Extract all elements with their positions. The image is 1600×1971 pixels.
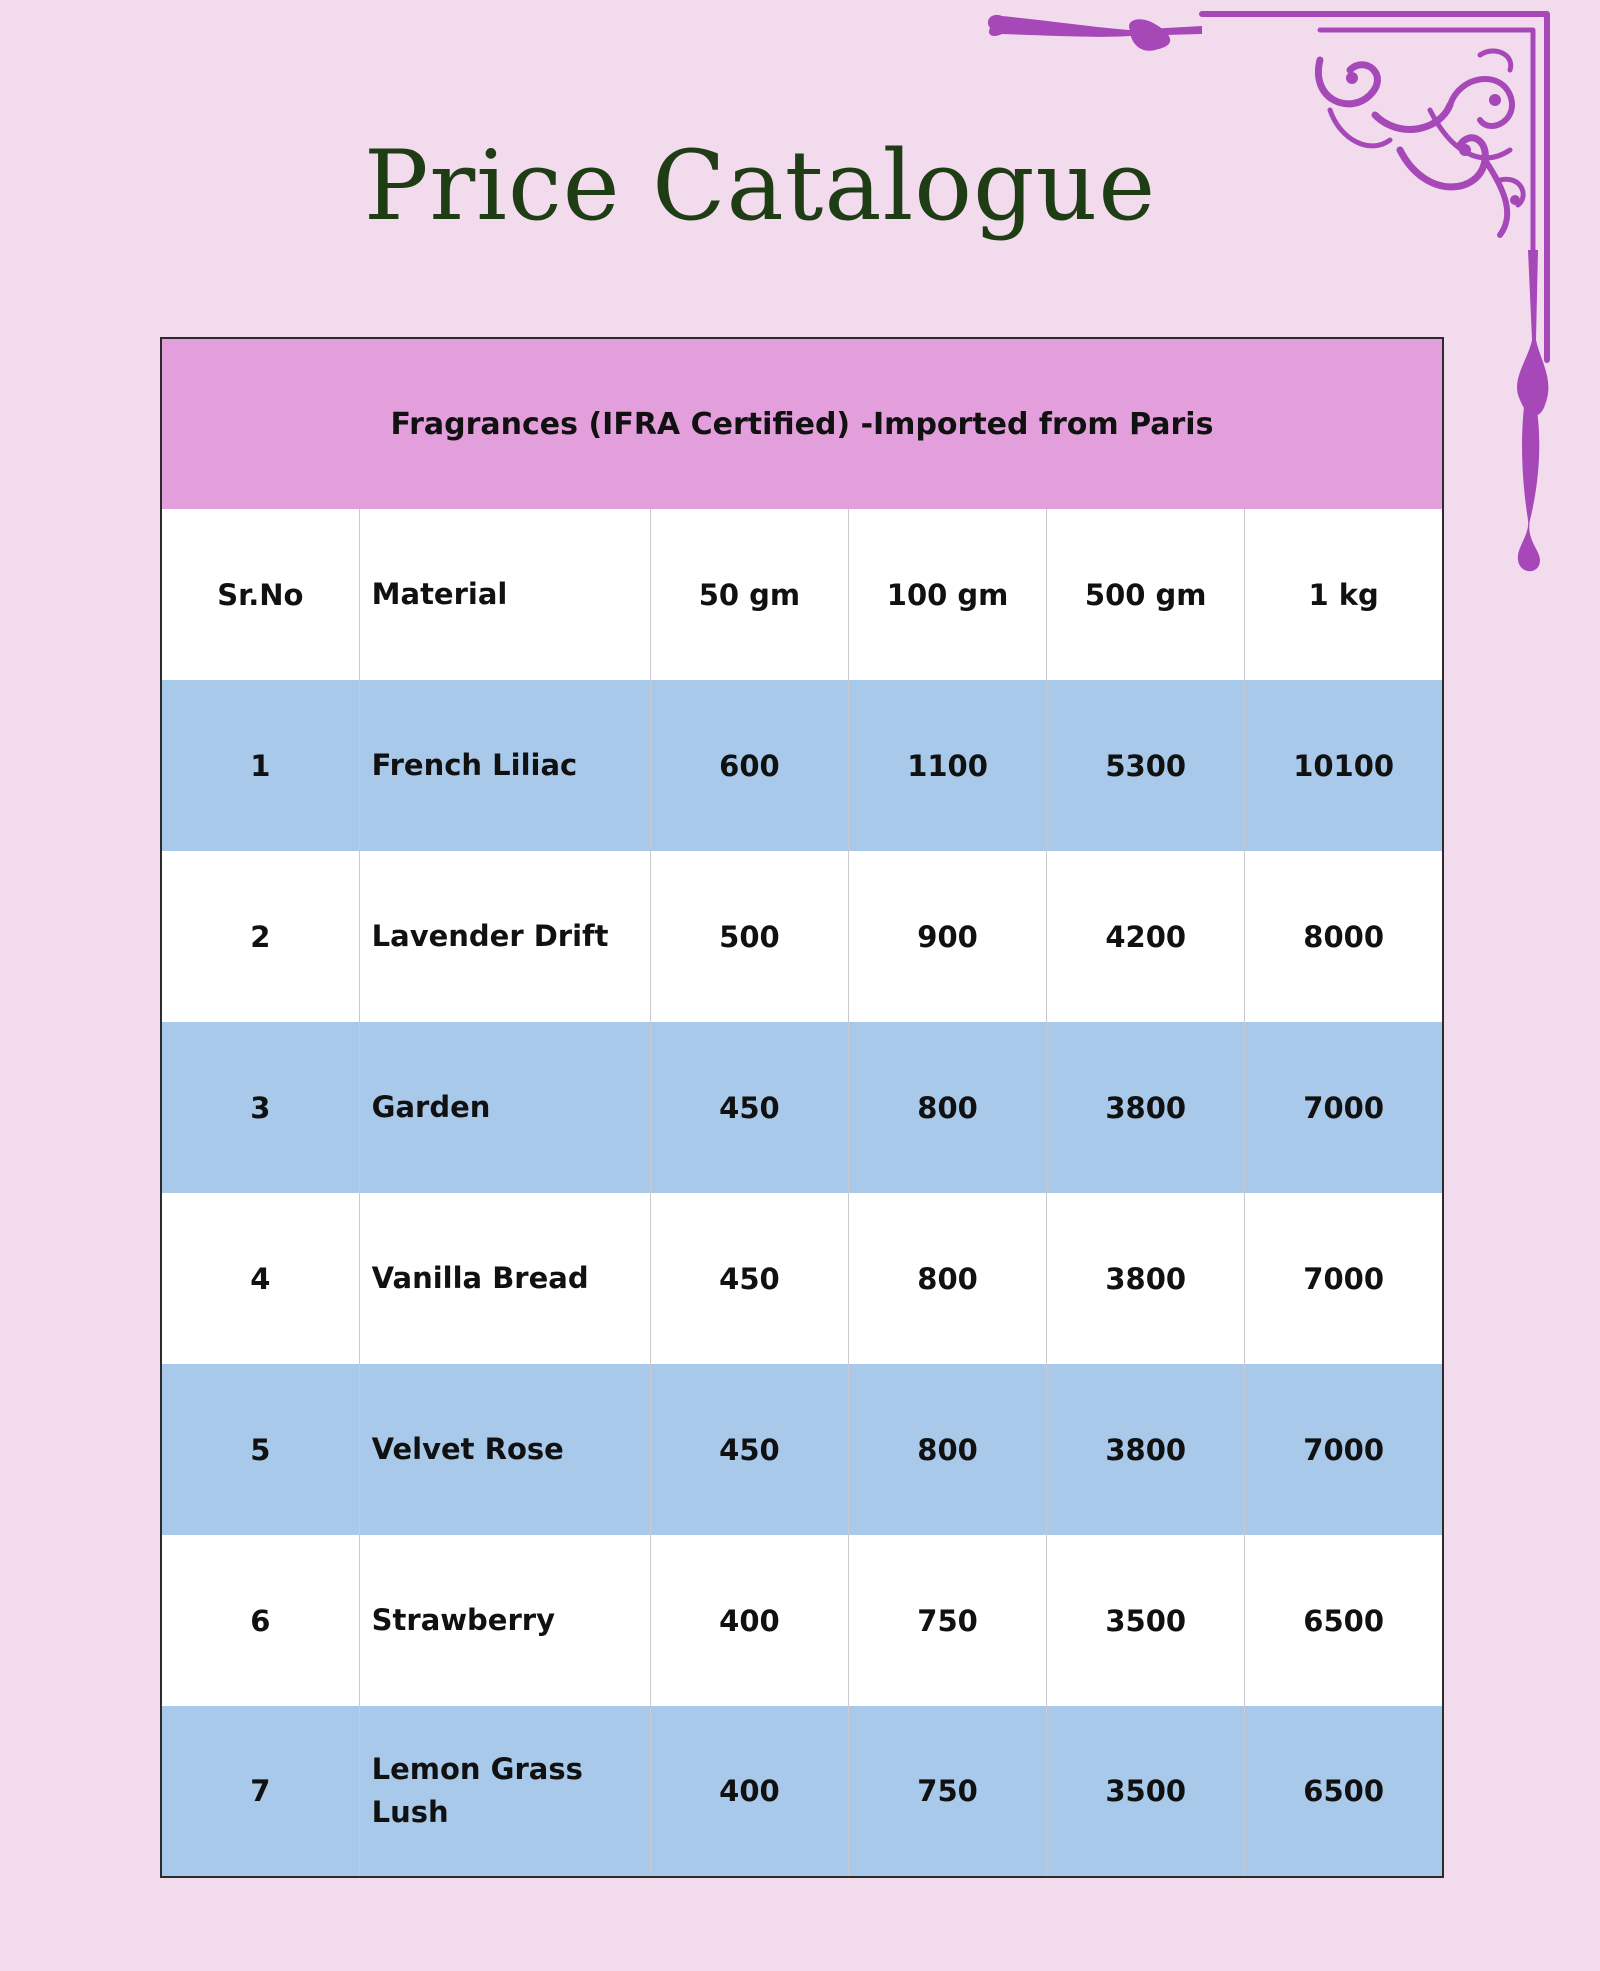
column-header-material: Material bbox=[359, 509, 650, 680]
page-title: Price Catalogue bbox=[363, 130, 1157, 242]
cell-price-1kg: 6500 bbox=[1245, 1535, 1443, 1706]
table-row bbox=[161, 1535, 1443, 1706]
table-row bbox=[161, 1022, 1443, 1193]
cell-material: Lavender Drift bbox=[359, 851, 650, 1022]
cell-price-50gm: 400 bbox=[650, 1535, 848, 1706]
cell-price-100gm: 750 bbox=[849, 1535, 1047, 1706]
cell-price-100gm: 750 bbox=[849, 1706, 1047, 1877]
cell-price-500gm: 3800 bbox=[1047, 1022, 1245, 1193]
cell-sr-no: 5 bbox=[161, 1364, 359, 1535]
table-row bbox=[161, 851, 1443, 1022]
cell-sr-no: 3 bbox=[161, 1022, 359, 1193]
cell-material: Vanilla Bread bbox=[359, 1193, 650, 1364]
cell-material: French Liliac bbox=[359, 680, 650, 851]
cell-price-1kg: 6500 bbox=[1245, 1706, 1443, 1877]
column-header-100gm: 100 gm bbox=[849, 509, 1047, 680]
cell-price-1kg: 7000 bbox=[1245, 1364, 1443, 1535]
column-header-50gm: 50 gm bbox=[650, 509, 848, 680]
cell-sr-no: 2 bbox=[161, 851, 359, 1022]
table-row bbox=[161, 1193, 1443, 1364]
cell-sr-no: 7 bbox=[161, 1706, 359, 1877]
cell-sr-no: 6 bbox=[161, 1535, 359, 1706]
cell-price-500gm: 3500 bbox=[1047, 1535, 1245, 1706]
cell-price-1kg: 7000 bbox=[1245, 1193, 1443, 1364]
cell-price-50gm: 450 bbox=[650, 1193, 848, 1364]
column-header-1kg: 1 kg bbox=[1245, 509, 1443, 680]
column-header-sr-no: Sr.No bbox=[161, 509, 359, 680]
cell-price-50gm: 600 bbox=[650, 680, 848, 851]
cell-price-50gm: 400 bbox=[650, 1706, 848, 1877]
cell-price-50gm: 450 bbox=[650, 1364, 848, 1535]
table-banner: Fragrances (IFRA Certified) -Imported from Paris bbox=[161, 338, 1443, 509]
banner-row bbox=[161, 338, 1443, 509]
cell-price-500gm: 3500 bbox=[1047, 1706, 1245, 1877]
cell-material: Lemon Grass Lush bbox=[359, 1706, 650, 1877]
cell-price-100gm: 800 bbox=[849, 1193, 1047, 1364]
header-row bbox=[161, 509, 1443, 680]
table-row bbox=[161, 680, 1443, 851]
cell-price-500gm: 5300 bbox=[1047, 680, 1245, 851]
cell-price-500gm: 4200 bbox=[1047, 851, 1245, 1022]
cell-price-100gm: 1100 bbox=[849, 680, 1047, 851]
cell-price-500gm: 3800 bbox=[1047, 1193, 1245, 1364]
cell-price-50gm: 450 bbox=[650, 1022, 848, 1193]
cell-price-500gm: 3800 bbox=[1047, 1364, 1245, 1535]
cell-material: Velvet Rose bbox=[359, 1364, 650, 1535]
cell-price-1kg: 8000 bbox=[1245, 851, 1443, 1022]
cell-price-50gm: 500 bbox=[650, 851, 848, 1022]
table-row bbox=[161, 1706, 1443, 1877]
column-header-500gm: 500 gm bbox=[1047, 509, 1245, 680]
cell-sr-no: 1 bbox=[161, 680, 359, 851]
table-row bbox=[161, 1364, 1443, 1535]
cell-material: Garden bbox=[359, 1022, 650, 1193]
cell-price-100gm: 800 bbox=[849, 1022, 1047, 1193]
cell-price-100gm: 900 bbox=[849, 851, 1047, 1022]
price-table bbox=[160, 337, 1444, 1878]
cell-sr-no: 4 bbox=[161, 1193, 359, 1364]
cell-price-1kg: 10100 bbox=[1245, 680, 1443, 851]
cell-price-100gm: 800 bbox=[849, 1364, 1047, 1535]
cell-price-1kg: 7000 bbox=[1245, 1022, 1443, 1193]
cell-material: Strawberry bbox=[359, 1535, 650, 1706]
